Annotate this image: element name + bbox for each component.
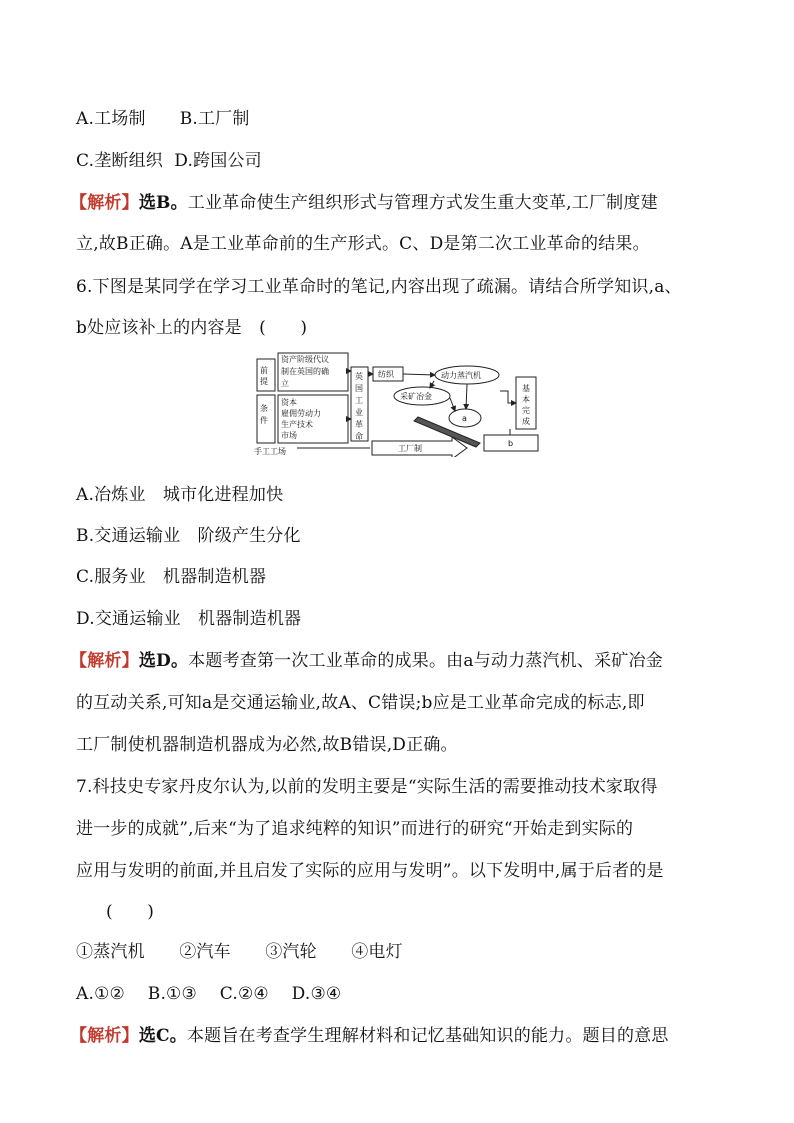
q7-stem-line-1: 7.科技史专家丹皮尔认为,以前的发明主要是“实际生活的需要推动技术家取得: [76, 777, 658, 797]
diagram-center: 英: [355, 372, 363, 381]
diagram-b: b: [508, 439, 514, 448]
svg-text:本: 本: [522, 395, 530, 404]
svg-text:成: 成: [522, 417, 530, 426]
q6-analysis-line-2: 的互动关系,可知a是交通运输业,故A、C错误;b应是工业革命完成的标志,即: [76, 693, 645, 713]
diagram-textile: 纺织: [378, 370, 394, 379]
q5-option-b: B.工厂制: [179, 109, 250, 129]
svg-text:业: 业: [355, 408, 363, 417]
q6-analysis-line-1: 【解析】选D。本题考查第一次工业革命的成果。由a与动力蒸汽机、采矿冶金: [70, 651, 663, 671]
analysis-tag: 【解析】: [70, 1026, 139, 1046]
q6-option-a: A.冶炼业 城市化进程加快: [76, 485, 284, 505]
diagram-box-top-1: 资产阶级代议: [281, 355, 329, 364]
q6-option-b: B.交通运输业 阶级产生分化: [76, 526, 301, 546]
q6-stem-line-2: b处应该补上的内容是 ( ): [76, 318, 308, 338]
diagram-factory: 工厂制: [398, 444, 422, 453]
diagram-box-bottom-1: 资本: [281, 398, 297, 407]
diagram-box-bottom-4: 市场: [281, 431, 297, 440]
q5-option-a: A.工场制: [76, 109, 146, 129]
industrial-revolution-diagram: [252, 351, 542, 457]
q5-options-row-2: [76, 146, 262, 171]
answer-choice: 选B。: [138, 193, 188, 213]
diagram-condition: 条: [260, 404, 268, 413]
q5-options-row-1: [76, 104, 250, 129]
q7-stem-line-3: 应用与发明的前面,并且启发了实际的应用与发明”。以下发明中,属于后者的是: [76, 861, 664, 881]
q6-option-d: D.交通运输业 机器制造机器: [76, 609, 302, 629]
svg-text:件: 件: [260, 416, 268, 425]
svg-text:提: 提: [260, 377, 268, 386]
diagram-box-top-3: 立: [281, 379, 289, 388]
diagram-box-bottom-2: 雇佣劳动力: [281, 409, 321, 418]
q6-analysis-line-3: 工厂制使机器制造机器成为必然,故B错误,D正确。: [76, 735, 458, 755]
q5-analysis-line-2: 立,故B正确。A是工业革命前的生产形式。C、D是第二次工业革命的结果。: [76, 234, 650, 254]
analysis-tag: 【解析】: [70, 651, 139, 671]
svg-text:完: 完: [522, 406, 530, 415]
q7-stem-line-2: 进一步的成就”,后来“为了追求纯粹的知识”而进行的研究“开始走到实际的: [76, 819, 634, 839]
diagram-mining: 采矿冶金: [400, 392, 432, 401]
q7-items: ①蒸汽机 ②汽车 ③汽轮 ④电灯: [76, 942, 403, 962]
diagram-premise: 前: [260, 366, 268, 375]
diagram-workshop: 手工工场: [254, 447, 286, 456]
diagram-box-top-2: 制在英国的确: [281, 367, 329, 376]
svg-text:国: 国: [355, 384, 363, 393]
diagram-a: a: [462, 414, 467, 423]
diagram-box-bottom-3: 生产技术: [281, 420, 313, 429]
answer-choice: 选C。: [138, 1026, 187, 1046]
diagram-result: 基: [522, 384, 530, 393]
answer-choice: 选D。: [138, 651, 189, 671]
diagram-steam: 动力蒸汽机: [441, 371, 481, 380]
q7-analysis-line-1: 【解析】选C。本题旨在考查学生理解材料和记忆基础知识的能力。题目的意思: [70, 1026, 669, 1046]
svg-text:革: 革: [355, 420, 363, 429]
q5-analysis-line-1: 【解析】选B。工业革命使生产组织形式与管理方式发生重大变革,工厂制度建: [70, 193, 658, 213]
q6-stem-line-1: 6.下图是某同学在学习工业革命时的笔记,内容出现了疏漏。请结合所学知识,a、: [76, 277, 682, 297]
analysis-tag: 【解析】: [70, 193, 139, 213]
q5-option-d: D.跨国公司: [174, 151, 262, 171]
svg-text:命: 命: [355, 432, 363, 441]
svg-text:工: 工: [355, 396, 363, 405]
q7-stem-line-4: ( ): [106, 902, 155, 922]
q7-options: A.①② B.①③ C.②④ D.③④: [76, 984, 342, 1004]
q5-option-c: C.垄断组织: [76, 151, 164, 171]
q6-option-c: C.服务业 机器制造机器: [76, 567, 267, 587]
